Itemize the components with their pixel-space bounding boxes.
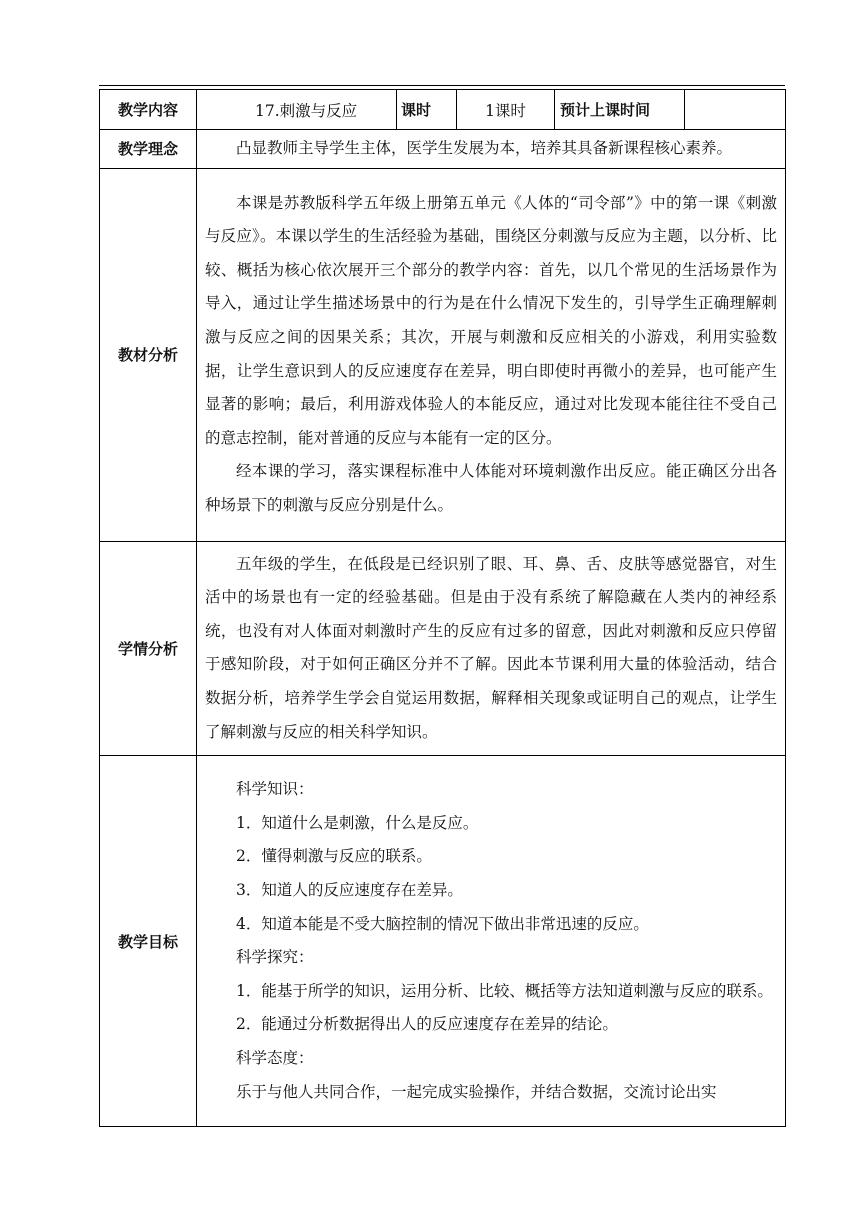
label-content: 教学内容 bbox=[100, 90, 197, 130]
label-learner: 学情分析 bbox=[100, 541, 197, 756]
goals-attitude-heading: 科学态度： bbox=[236, 1048, 314, 1067]
lesson-title: 17.刺激与反应 bbox=[197, 90, 397, 130]
goals-knowledge-item-1: 1．知道什么是刺激，什么是反应。 bbox=[236, 813, 479, 832]
top-rule bbox=[99, 85, 785, 86]
header-row bbox=[100, 90, 786, 130]
concept-text: 凸显教师主导学生主体，医学生发展为本，培养其具备新课程核心素养。 bbox=[236, 139, 733, 157]
label-material: 教材分析 bbox=[100, 168, 197, 541]
learner-row bbox=[100, 541, 786, 756]
goals-row bbox=[100, 756, 786, 1127]
material-cell bbox=[197, 168, 786, 541]
label-concept: 教学理念 bbox=[100, 130, 197, 169]
material-paragraph-2: 经本课的学习，落实课程标准中人体能对环境刺激作出反应。能正确区分出各种场景下的刺激与反应分别是什么。 bbox=[205, 462, 777, 514]
lesson-plan-table bbox=[99, 89, 786, 1127]
goals-knowledge-heading: 科学知识： bbox=[236, 780, 314, 799]
concept-cell bbox=[197, 130, 786, 169]
label-period: 课时 bbox=[397, 90, 457, 130]
goals-inquiry-item-1: 1．能基于所学的知识，运用分析、比较、概括等方法知道刺激与反应的联系。 bbox=[236, 981, 773, 1000]
material-row bbox=[100, 168, 786, 541]
goals-knowledge-item-4: 4．知道本能是不受大脑控制的情况下做出非常迅速的反应。 bbox=[236, 914, 649, 933]
goals-knowledge-item-2: 2．懂得刺激与反应的联系。 bbox=[236, 847, 432, 866]
goals-cell bbox=[197, 756, 786, 1127]
goals-attitude-item-1: 乐于与他人共同合作，一起完成实验操作，并结合数据，交流讨论出实 bbox=[236, 1082, 717, 1101]
label-goals: 教学目标 bbox=[100, 756, 197, 1127]
label-schedule: 预计上课时间 bbox=[555, 90, 685, 130]
learner-cell bbox=[197, 541, 786, 756]
goals-inquiry-heading: 科学探究： bbox=[236, 948, 314, 967]
goals-knowledge-item-3: 3．知道人的反应速度存在差异。 bbox=[236, 880, 463, 899]
schedule-value bbox=[685, 90, 786, 130]
goals-inquiry-item-2: 2．能通过分析数据得出人的反应速度存在差异的结论。 bbox=[236, 1015, 618, 1034]
material-paragraph-1: 本课是苏教版科学五年级上册第五单元《人体的“司令部”》中的第一课《刺激与反应》。本课以学生的生活经验为基础，围绕区分刺激与反应为主题，以分析、比较、概括为核心依次展开三个部分的教学内容：首先，以几个常见的生活场景作为导入，通过让学生描述场景中的行为是在什么情况下发生的，引导学生正确理解刺激与反应之间的因果关系；其次，开展与刺激和反应相关的小游戏，利用实验数据，让学生意识到人的反应速度存在差异，明白即使时再微小的差异，也可能产生显著的影响；最后，利用游戏体验人的本能反应，通过对比发现本能往往不受自己的意志控制，能对普通的反应与本能有一定的区分。 bbox=[205, 193, 777, 447]
concept-row bbox=[100, 130, 786, 169]
period-value: 1课时 bbox=[457, 90, 555, 130]
learner-text: 五年级的学生，在低段是已经识别了眼、耳、鼻、舌、皮肤等感觉器官，对生活中的场景也有一定的经验基础。但是由于没有系统了解隐藏在人类内的神经系统，也没有对人体面对刺激时产生的反应有过多的留意，因此对刺激和反应只停留于感知阶段，对于如何正确区分并不了解。因此本节课利用大量的体验活动，结合数据分析，培养学生学会自觉运用数据，解释相关现象或证明自己的观点，让学生了解刺激与反应的相关科学知识。 bbox=[205, 554, 777, 741]
